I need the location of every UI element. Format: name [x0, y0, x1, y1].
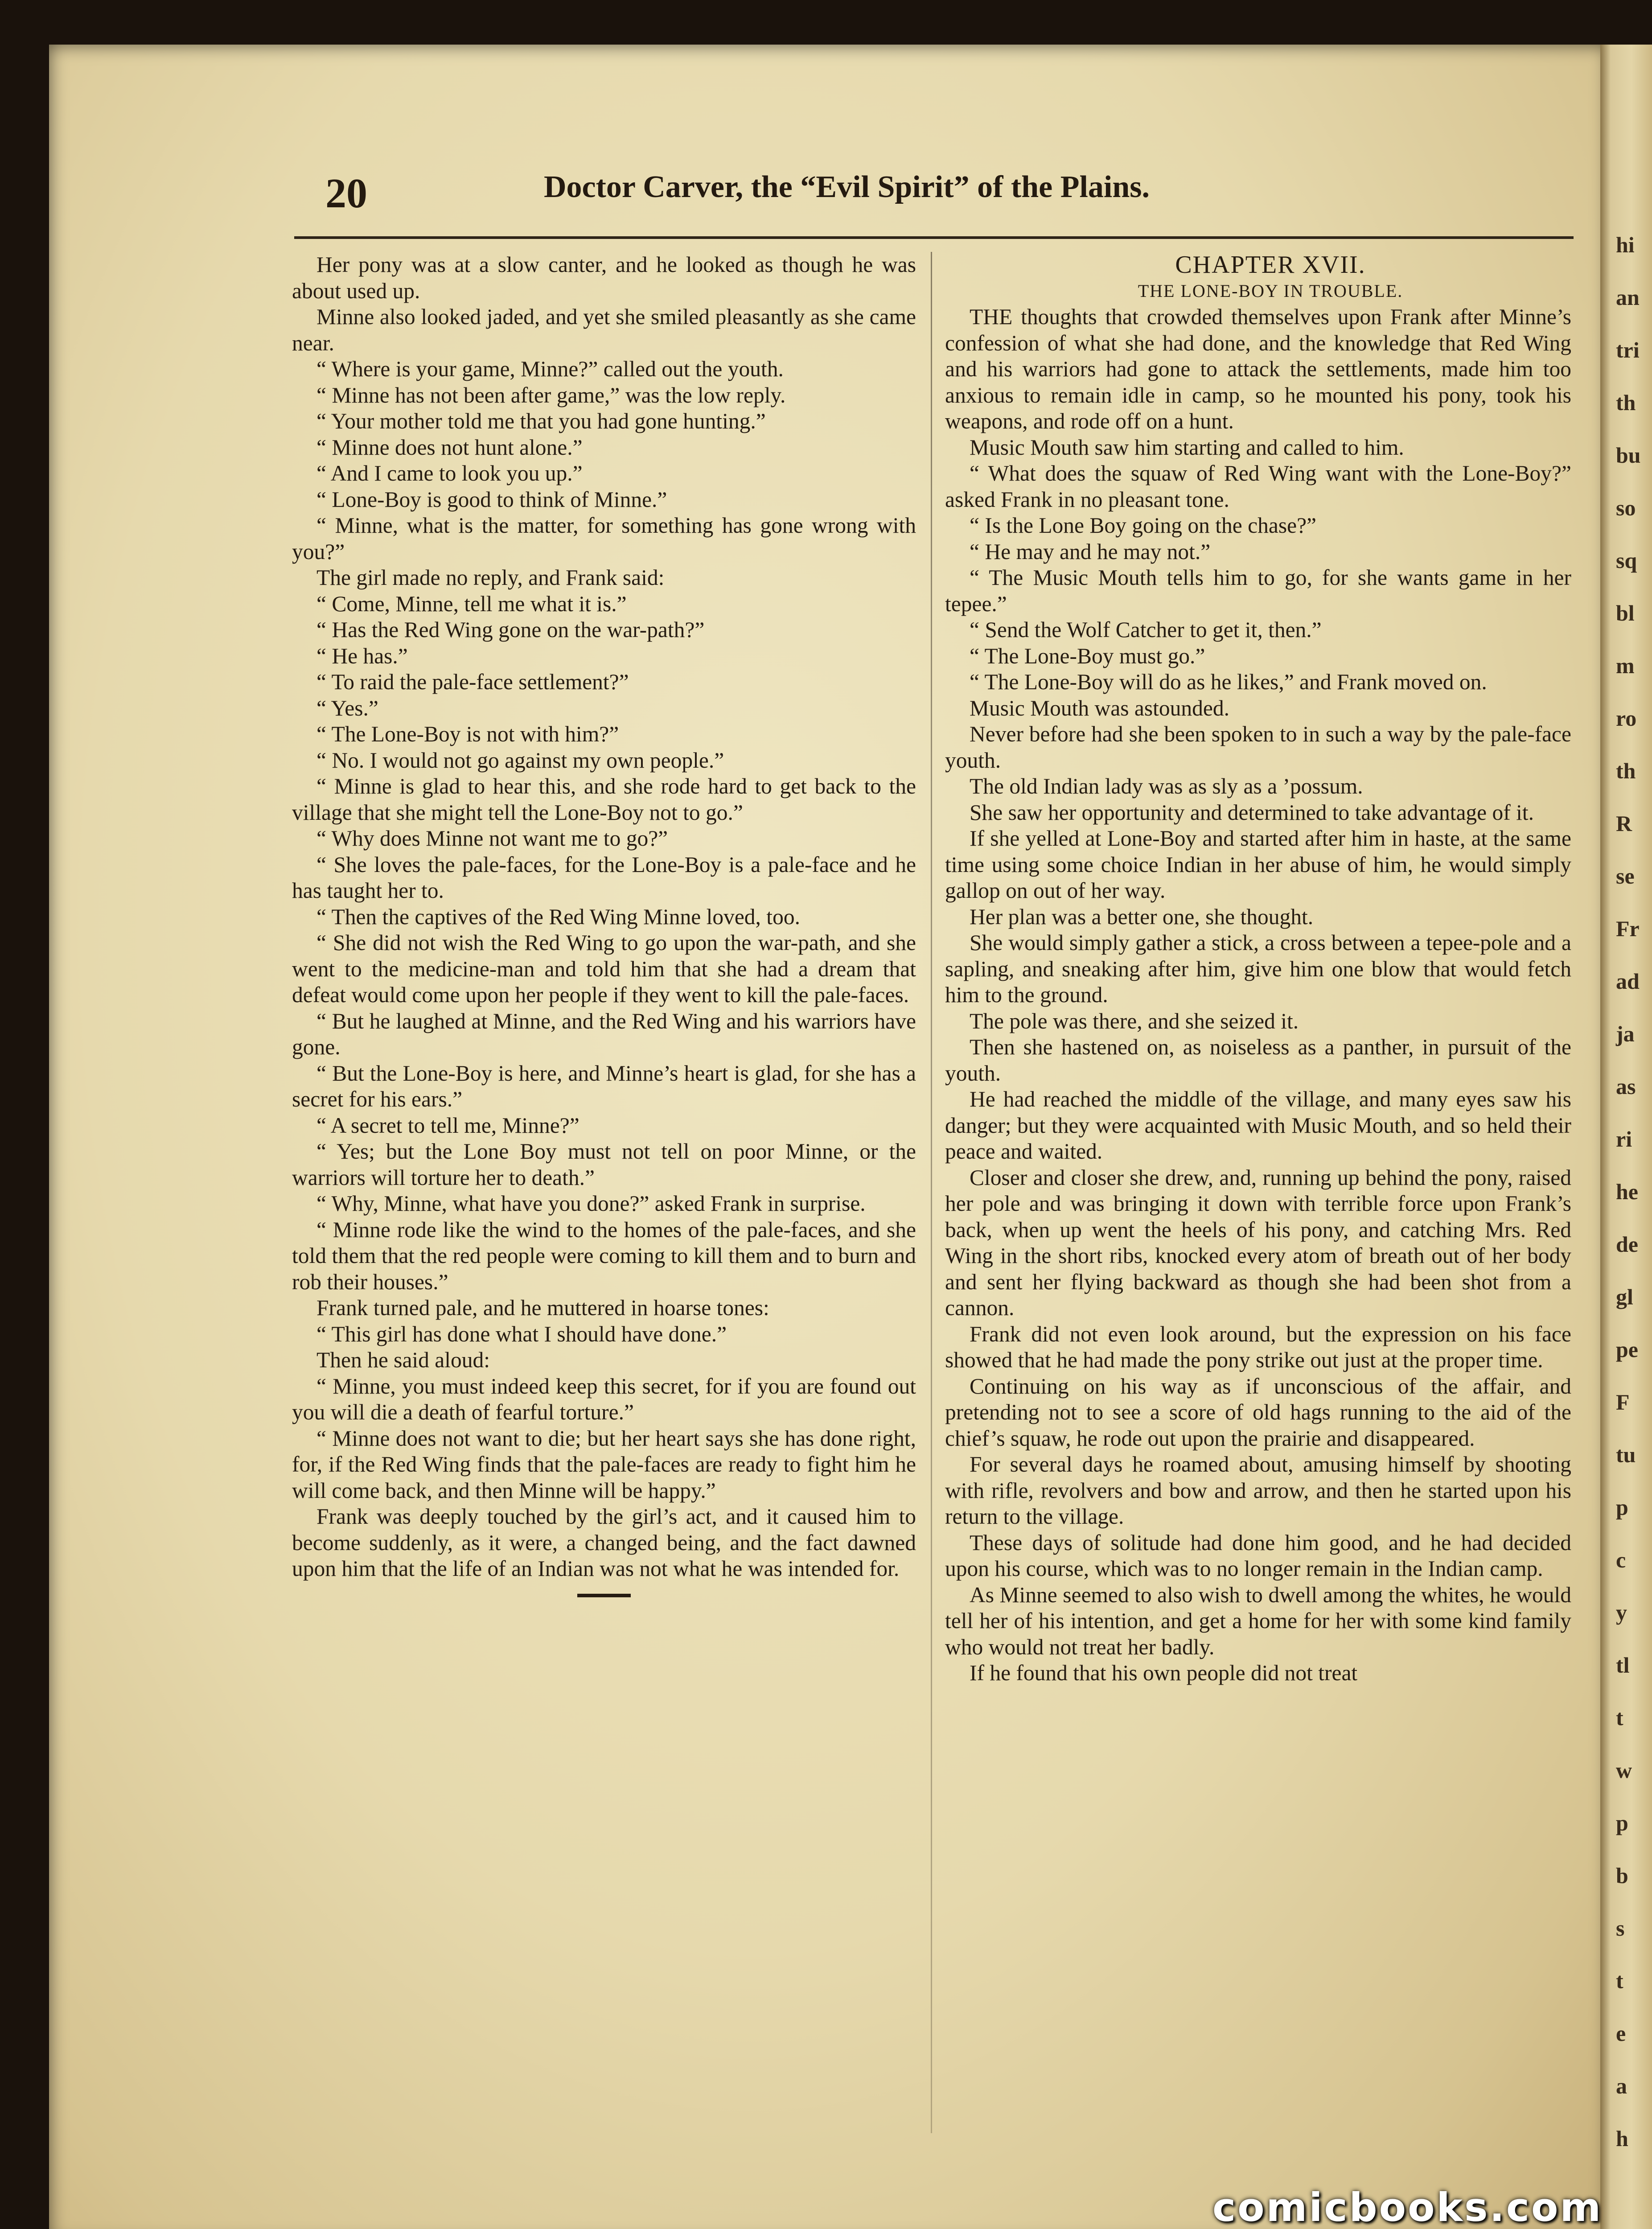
paragraph: “ The Lone-Boy will do as he likes,” and Frank moved on.	[970, 670, 1487, 694]
paragraph: “ Minne, you must indeed keep this secret, for if you are found out you will die a death of fearful torture.”	[292, 1374, 916, 1424]
paragraph: “ She did not wish the Red Wing to go upon the war-path, and she went to the medicine-man and told him that she had a dream that defeat would come upon her people if they went to kill the pale-faces.	[292, 930, 916, 1007]
column-divider	[931, 252, 932, 2133]
paragraph: “ The Lone-Boy must go.”	[970, 643, 1205, 668]
edge-fragment: F	[1616, 1390, 1630, 1415]
edge-fragment: R	[1616, 811, 1632, 836]
paragraph: “ Minne rode like the wind to the homes of the pale-faces, and she told them that the red people were coming to kill them and to burn and rob their houses.”	[292, 1217, 916, 1294]
page-header	[325, 169, 1574, 223]
edge-fragment: sq	[1616, 548, 1637, 573]
chapter-subtitle: THE LONE-BOY IN TROUBLE.	[1138, 280, 1403, 301]
running-title: Doctor Carver, the “Evil Spirit” of the Plains.	[544, 170, 1150, 204]
paragraph: Her pony was at a slow canter, and he looked as though he was about used up.	[292, 252, 916, 303]
paragraph: “ Why, Minne, what have you done?” asked Frank in surprise.	[316, 1191, 866, 1216]
edge-fragment: he	[1616, 1179, 1638, 1204]
paragraph: “ Then the captives of the Red Wing Minne loved, too.	[316, 904, 800, 929]
edge-fragment: ad	[1616, 969, 1640, 994]
paragraph: “ A secret to tell me, Minne?”	[316, 1113, 579, 1138]
edge-fragment: w	[1616, 1758, 1632, 1783]
edge-fragment: Fr	[1616, 916, 1640, 941]
paragraph: If he found that his own people did not treat	[970, 1661, 1358, 1685]
paragraph: Her plan was a better one, she thought.	[970, 904, 1314, 929]
paragraph: “ Minne does not want to die; but her heart says she has done right, for, if the Red Wing finds that the pale-faces are ready to fight him he will come back, and then Minne will be happy.”	[292, 1426, 916, 1503]
paragraph: The pole was there, and she seized it.	[970, 1008, 1299, 1033]
paragraph: “ Lone-Boy is good to think of Minne.”	[316, 487, 667, 512]
edge-fragment: bl	[1616, 600, 1635, 625]
paragraph: “ What does the squaw of Red Wing want with the Lone-Boy?” asked Frank in no pleasant tone.	[945, 461, 1571, 512]
edge-fragment: t	[1616, 1968, 1623, 1993]
right-column	[945, 252, 1571, 2124]
edge-fragment: as	[1616, 1074, 1636, 1099]
paragraph: “ Where is your game, Minne?” called out the youth.	[316, 357, 784, 381]
edge-fragment: a	[1616, 2073, 1627, 2098]
paragraph: “ Minne is glad to hear this, and she rode hard to get back to the village that she might tell the Lone-Boy not to go.”	[292, 774, 916, 825]
paragraph: Closer and closer she drew, and, running up behind the pony, raised her pole and was bringing it down with terrible force upon Frank’s back, when up went the heels of his pony, and catching Mrs. Red Wing in the short ribs, knocked every atom of breath out of her body and sent her flying backward as though she had been shot from a cannon.	[945, 1165, 1571, 1320]
edge-fragment: m	[1616, 653, 1635, 678]
edge-fragment: th	[1616, 758, 1636, 783]
paragraph: “ Your mother told me that you had gone hunting.”	[316, 409, 766, 433]
paragraph: “ To raid the pale-face settlement?”	[316, 670, 629, 694]
paragraph: “ He may and he may not.”	[970, 539, 1211, 564]
edge-fragment: e	[1616, 2021, 1626, 2046]
paragraph: “ But he laughed at Minne, and the Red Wing and his warriors have gone.	[292, 1008, 916, 1059]
header-rule	[294, 236, 1574, 239]
page-number: 20	[325, 170, 367, 217]
paragraph: She would simply gather a stick, a cross between a tepee-pole and a sapling, and sneaking after him, give him one blow that would fetch him to the ground.	[945, 930, 1571, 1007]
paragraph: Minne also looked jaded, and yet she smiled pleasantly as she came near.	[292, 304, 916, 355]
edge-fragment: y	[1616, 1600, 1627, 1625]
edge-fragment: s	[1616, 1916, 1625, 1941]
paragraph: “ Yes.”	[316, 695, 378, 720]
paragraph: “ But the Lone-Boy is here, and Minne’s heart is glad, for she has a secret for his ears.”	[292, 1061, 916, 1111]
paragraph: Frank was deeply touched by the girl’s act, and it caused him to become suddenly, as it were, a changed being, and the fact dawned upon him that the life of an Indian was not what he was intended for.	[292, 1504, 916, 1581]
paragraph: Music Mouth was astounded.	[970, 695, 1229, 720]
paragraph: These days of solitude had done him good, and he had decided upon his course, which was to no longer remain in the Indian camp.	[945, 1530, 1571, 1581]
paragraph: Then he said aloud:	[316, 1348, 490, 1372]
paragraph: “ Is the Lone Boy going on the chase?”	[970, 513, 1317, 538]
edge-fragment: tri	[1616, 337, 1640, 362]
paragraph: For several days he roamed about, amusing himself by shooting with rifle, revolvers and bow and arrow, and then he started upon his return to the village.	[945, 1452, 1571, 1529]
watermark: comicbooks.com	[1212, 2184, 1603, 2229]
paragraph: If she yelled at Lone-Boy and started after him in haste, at the same time using some choice Indian in her abuse of him, he would simply gallop on out of her way.	[945, 826, 1571, 903]
edge-fragment: th	[1616, 390, 1636, 415]
edge-fragment: h	[1616, 2126, 1628, 2151]
edge-fragment: tl	[1616, 1653, 1630, 1678]
paragraph: “ The Music Mouth tells him to go, for she wants game in her tepee.”	[945, 565, 1571, 616]
paragraph: “ The Lone-Boy is not with him?”	[316, 722, 619, 746]
edge-fragment: ri	[1616, 1127, 1632, 1152]
edge-fragment: de	[1616, 1232, 1638, 1257]
paragraph: “ She loves the pale-faces, for the Lone-Boy is a pale-face and he has taught her to.	[292, 852, 916, 903]
paragraph: “ Minne has not been after game,” was the low reply.	[316, 382, 786, 407]
paragraph: “ Why does Minne not want me to go?”	[316, 826, 668, 851]
edge-fragment: ro	[1616, 706, 1637, 731]
left-column	[292, 252, 916, 2124]
edge-fragment: hi	[1616, 232, 1635, 257]
edge-fragment: p	[1616, 1495, 1628, 1520]
edge-fragment: pe	[1616, 1337, 1638, 1362]
edge-fragment: tu	[1616, 1442, 1636, 1467]
paragraph: He had reached the middle of the village, and many eyes saw his danger; but they were acquainted with Music Mouth, and so held their peace and waited.	[945, 1087, 1571, 1164]
edge-fragment: bu	[1616, 443, 1641, 468]
paragraph: THE thoughts that crowded themselves upon Frank after Minne’s confession of what she had done, and the knowledge that Red Wing and his warriors had gone to attack the settlements, made him too anxious to remain idle in camp, so he mounted his pony, took his weapons, and rode off on a hunt.	[945, 304, 1571, 433]
paragraph: “ And I came to look you up.”	[316, 461, 583, 485]
edge-fragment: t	[1616, 1705, 1623, 1730]
paragraph: Continuing on his way as if unconscious of the affair, and pretending not to see a score of old hags running to the aid of the chief’s squaw, he rode out upon the prairie and disappeared.	[945, 1374, 1571, 1451]
paragraph: Never before had she been spoken to in such a way by the pale-face youth.	[945, 722, 1571, 773]
right-column-body	[945, 304, 1571, 1686]
paragraph: Then she hastened on, as noiseless as a panther, in pursuit of the youth.	[945, 1035, 1571, 1086]
paragraph: The girl made no reply, and Frank said:	[316, 565, 665, 590]
paragraph: “ Come, Minne, tell me what it is.”	[316, 591, 627, 616]
edge-fragment: gl	[1616, 1284, 1633, 1309]
edge-fragment: ja	[1616, 1021, 1635, 1046]
paragraph: The old Indian lady was as sly as a ’possum.	[970, 774, 1363, 798]
paragraph: “ No. I would not go against my own people.”	[316, 748, 724, 773]
paragraph: Music Mouth saw him starting and called to him.	[970, 435, 1404, 460]
edge-fragment: b	[1616, 1863, 1628, 1888]
paragraph: “ Minne, what is the matter, for something has gone wrong with you?”	[292, 513, 916, 564]
paragraph: “ Yes; but the Lone Boy must not tell on poor Minne, or the warriors will torture her to death.”	[292, 1139, 916, 1190]
edge-fragment: p	[1616, 1810, 1628, 1835]
paragraph: Frank did not even look around, but the expression on his face showed that he had made the pony strike out just at the proper time.	[945, 1321, 1571, 1372]
paragraph: “ Has the Red Wing gone on the war-path?”	[316, 617, 705, 642]
paragraph: “ Minne does not hunt alone.”	[316, 435, 583, 460]
edge-fragment: se	[1616, 864, 1635, 888]
edge-fragment: c	[1616, 1547, 1626, 1572]
paragraph: “ He has.”	[316, 643, 408, 668]
paragraph: “ This girl has done what I should have done.”	[316, 1321, 727, 1346]
section-end-rule	[577, 1594, 631, 1597]
paragraph: Frank turned pale, and he muttered in hoarse tones:	[316, 1295, 769, 1320]
paragraph: “ Send the Wolf Catcher to get it, then.”	[970, 617, 1322, 642]
paragraph: She saw her opportunity and determined to take advantage of it.	[970, 800, 1534, 825]
edge-fragment: so	[1616, 495, 1636, 520]
paragraph: As Minne seemed to also wish to dwell among the whites, he would tell her of his intention, and get a home for her with some kind family who would not treat her badly.	[945, 1582, 1571, 1659]
edge-fragment: an	[1616, 285, 1640, 310]
chapter-title: CHAPTER XVII.	[1175, 252, 1366, 279]
